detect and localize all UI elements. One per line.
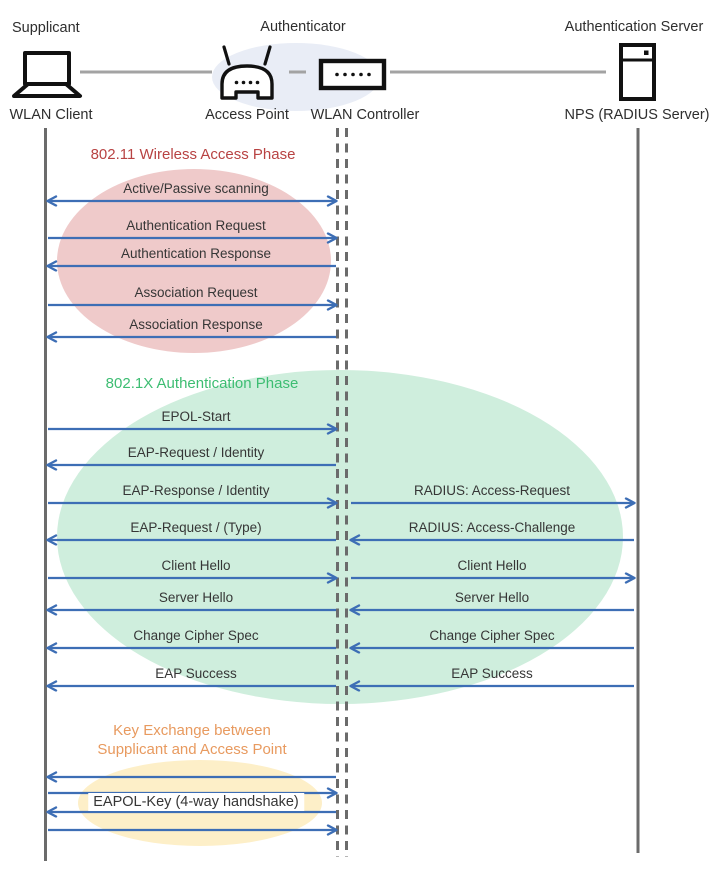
node-nps-label: NPS (RADIUS Server): [564, 107, 710, 123]
message-label: EAP Success: [451, 666, 533, 681]
message-label: RADIUS: Access-Request: [413, 483, 571, 498]
message-label: Association Response: [129, 317, 263, 332]
phase-title-wireless-access: 802.11 Wireless Access Phase: [90, 146, 296, 163]
node-access-point-label: Access Point: [205, 107, 289, 123]
node-wlan-client-label: WLAN Client: [9, 107, 93, 123]
role-auth-server-label: Authentication Server: [564, 19, 704, 35]
message-label: EAP-Response / Identity: [122, 483, 270, 498]
message-label: Authentication Request: [126, 218, 266, 233]
message-label: Client Hello: [161, 558, 231, 573]
message-label: EAP-Request / (Type): [130, 520, 262, 535]
message-label: Server Hello: [454, 590, 530, 605]
phase-title-key-exchange-line1: Key Exchange between: [113, 722, 271, 739]
message-label: EAP Success: [155, 666, 237, 681]
node-wlan-controller-label: WLAN Controller: [310, 107, 420, 123]
role-authenticator-label: Authenticator: [260, 19, 346, 35]
message-label: Change Cipher Spec: [429, 628, 555, 643]
message-label: Active/Passive scanning: [123, 181, 269, 196]
message-label: RADIUS: Access-Challenge: [408, 520, 576, 535]
dot1x-phase-ellipse: [57, 370, 623, 704]
wlan-controller-icon: [321, 61, 384, 88]
phase-title-key-exchange: [97, 721, 286, 759]
message-label: EPOL-Start: [161, 409, 231, 424]
message-label: EAPOL-Key (4-way handshake): [88, 793, 304, 811]
message-label: Server Hello: [158, 590, 234, 605]
server-icon: [621, 45, 654, 99]
message-label: Change Cipher Spec: [133, 628, 259, 643]
phase-title-dot1x-auth: 802.1X Authentication Phase: [105, 375, 299, 392]
message-label: Client Hello: [457, 558, 527, 573]
message-label: Association Request: [134, 285, 258, 300]
message-label: EAP-Request / Identity: [127, 445, 265, 460]
role-supplicant-label: Supplicant: [12, 20, 80, 36]
laptop-icon: [14, 53, 80, 96]
phase-title-key-exchange-line2: Supplicant and Access Point: [97, 741, 287, 758]
message-label: Authentication Response: [120, 246, 272, 261]
